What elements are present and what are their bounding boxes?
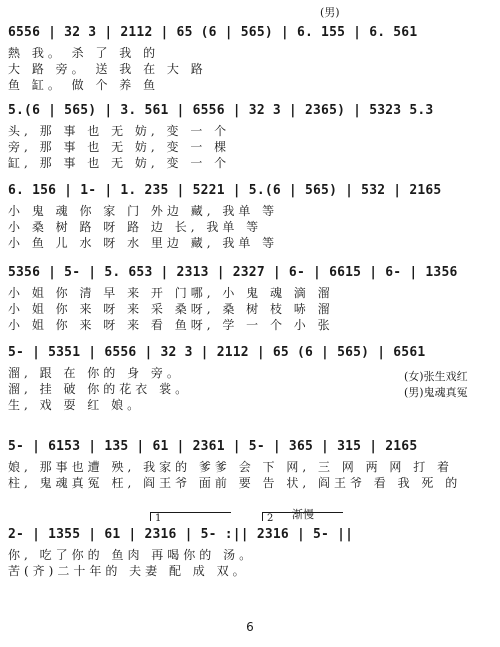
lyric-line-6-1: 娘, 那事也遭 殃, 我家的 爹爹 会 下 网, 三 网 两 网 打 着 xyxy=(8,460,454,474)
lyric-line-3-2: 小 桑 树 路 呀 路 边 长, 我单 等 xyxy=(8,220,263,234)
lyric-line-1-3: 鱼 缸。 做 个 养 鱼 xyxy=(8,78,160,92)
notes-line-2: 5.(6 | 565) | 3. 561 | 6556 | 32 3 | 2365) | 5323 5.3 xyxy=(8,103,434,118)
lyric-line-3-3: 小 鱼 儿 水 呀 水 里边 藏, 我单 等 xyxy=(8,236,279,250)
lyric-line-4-3: 小 姐 你 来 呀 来 看 鱼呀, 学 一 个 小 张 xyxy=(8,318,334,332)
notes-line-1: 6556 | 32 3 | 2112 | 65 (6 | 565) | 6. 155 | 6. 561 xyxy=(8,25,418,40)
lyric-line-4-1: 小 姐 你 清 早 来 开 门哪, 小 鬼 魂 滴 溜 xyxy=(8,286,334,300)
ending-number-1: 1 xyxy=(155,513,162,524)
annotation-female: (女)张生戏红 xyxy=(404,370,468,383)
lyric-line-4-2: 小 姐 你 来 呀 来 采 桑呀, 桑 树 枝 哧 溜 xyxy=(8,302,334,316)
notes-line-5: 5- | 5351 | 6556 | 32 3 | 2112 | 65 (6 | 565) | 6561 xyxy=(8,345,426,360)
lyric-line-1-2: 大 路 旁。 送 我 在 大 路 xyxy=(8,62,207,76)
lyric-line-5-1: 溜, 跟 在 你的 身 旁。 xyxy=(8,366,183,380)
notes-line-7: 2- | 1355 | 61 | 2316 | 5- :|| 2316 | 5- || xyxy=(8,527,354,542)
lyric-line-5-3: 生, 戏 耍 红 娘。 xyxy=(8,398,144,412)
lyric-line-3-1: 小 鬼 魂 你 家 门 外边 藏, 我单 等 xyxy=(8,204,279,218)
notes-line-6: 5- | 6153 | 135 | 61 | 2361 | 5- | 365 | 315 | 2165 xyxy=(8,439,418,454)
annotation-male: (男)鬼魂真冤 xyxy=(404,386,468,399)
ending-number-2: 2 xyxy=(267,513,274,524)
ending-bracket-1 xyxy=(150,512,231,524)
lyric-line-1-1: 熱 我。 杀 了 我 的 xyxy=(8,46,160,60)
lyric-line-7-2: 苦(齐)二十年的 夫妻 配 成 双。 xyxy=(8,564,249,578)
singer-label-male-top: (男) xyxy=(320,6,340,19)
lyric-line-6-2: 柱, 鬼魂真冤 枉, 阎王爷 面前 要 告 状, 阎王爷 看 我 死 的 xyxy=(8,476,462,490)
lyric-line-2-3: 缸, 那 事 也 无 妨, 变 一 个 xyxy=(8,156,231,170)
lyric-line-5-2: 溜, 挂 破 你的花衣 裳。 xyxy=(8,382,192,396)
lyric-line-2-2: 旁, 那 事 也 无 妨, 变 一 棵 xyxy=(8,140,231,154)
notes-line-3: 6. 156 | 1- | 1. 235 | 5221 | 5.(6 | 565) | 532 | 2165 xyxy=(8,183,442,198)
lyric-line-7-1: 你, 吃了你的 鱼肉 再喝你的 汤。 xyxy=(8,548,256,562)
page-number: 6 xyxy=(246,620,254,634)
tempo-marking: 渐慢 xyxy=(292,508,314,521)
notes-line-4: 5356 | 5- | 5. 653 | 2313 | 2327 | 6- | 6615 | 6- | 1356 xyxy=(8,265,458,280)
lyric-line-2-1: 头, 那 事 也 无 妨, 变 一 个 xyxy=(8,124,231,138)
